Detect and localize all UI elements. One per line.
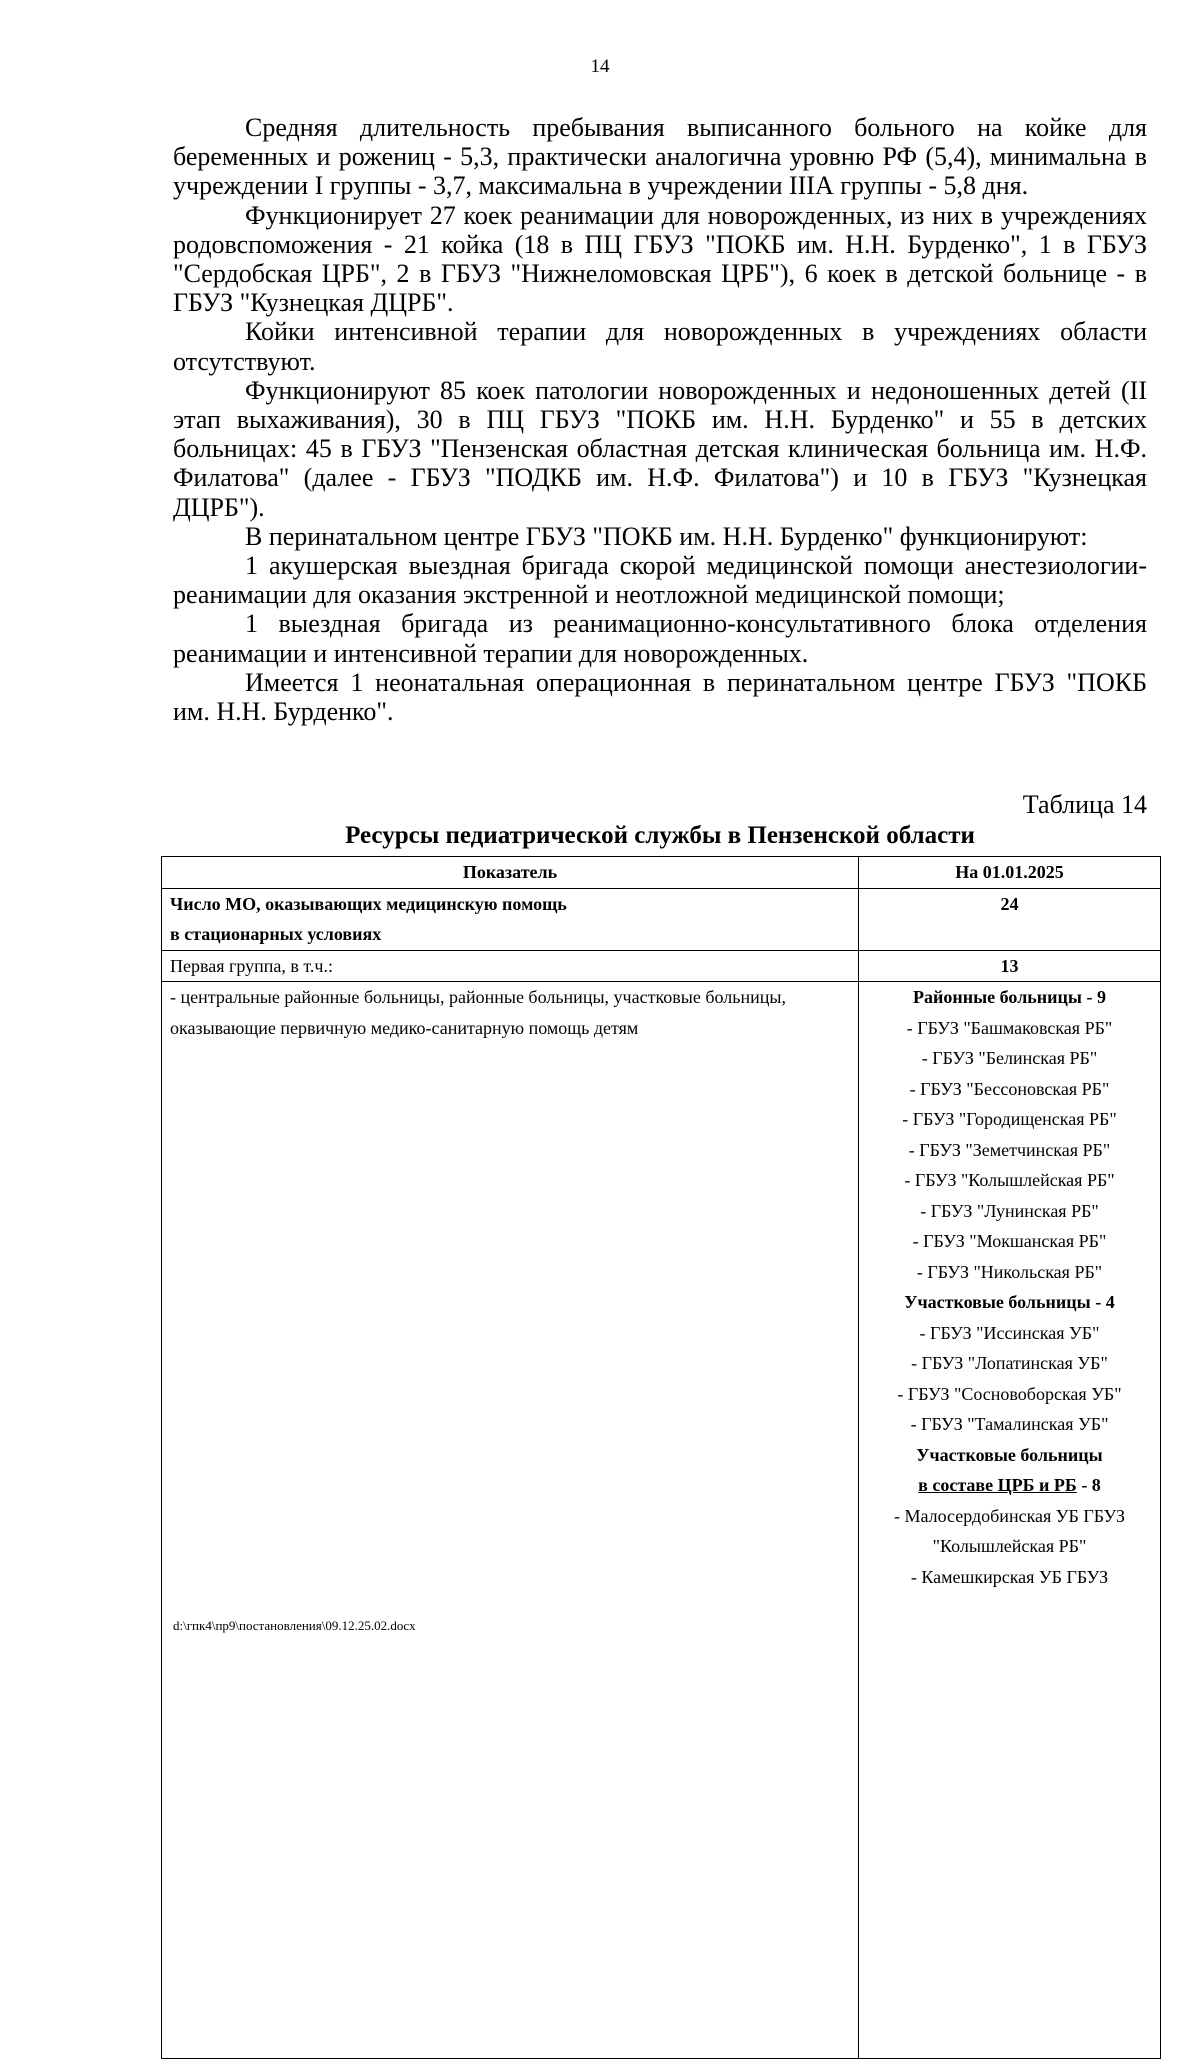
row-label: Первая группа, в т.ч.: xyxy=(162,950,859,982)
paragraph: В перинатальном центре ГБУЗ "ПОКБ им. Н.Н. Бурденко" функционируют: xyxy=(245,521,1088,551)
hospital-item: - Малосердобинская УБ ГБУЗ xyxy=(893,1505,1126,1526)
row-label: - центральные районные больницы, районные больницы, участковые больницы, оказывающие первичную медико-санитарную помощь детям xyxy=(162,982,859,2059)
hospital-item: - Камешкирская УБ ГБУЗ xyxy=(910,1566,1109,1587)
hospital-item: - ГБУЗ "Колышлейская РБ" xyxy=(904,1170,1115,1190)
district-hospitals-header: Районные больницы - 9 xyxy=(913,987,1106,1007)
paragraph: Функционируют 85 коек патологии новорожденных и недоношенных детей (II этап выхаживания), 30 в ПЦ ГБУЗ "ПОКБ им. Н.Н. Бурденко" и 55 в детских больницах: 45 в ГБУЗ "Пензенская областная детская клиническая больница им. Н.Ф. Филатова" (далее - ГБУЗ "ПОДКБ им. Н.Ф. Филатова") и 10 в ГБУЗ "Кузнецкая ДЦРБ"). xyxy=(173,375,1147,522)
hospital-item: - ГБУЗ "Лопатинская УБ" xyxy=(911,1353,1108,1373)
row-label-line: в стационарных условиях xyxy=(170,924,382,944)
paragraph: Койки интенсивной терапии для новорожденных в учреждениях области отсутствуют. xyxy=(173,317,1147,376)
table-row xyxy=(162,950,1161,982)
hospital-item: - ГБУЗ "Бессоновская РБ" xyxy=(909,1078,1110,1099)
hospital-item: - ГБУЗ "Башмаковская РБ" xyxy=(906,1017,1113,1038)
table-title: Ресурсы педиатрической службы в Пензенской области xyxy=(345,822,975,849)
composite-hospitals-subheader xyxy=(867,1470,1152,1501)
footer-file-path: d:\гпк4\пр9\постановления\09.12.25.02.docx xyxy=(173,1618,416,1633)
paragraph: 1 акушерская выездная бригада скорой медицинской помощи анестезиологии-реанимации для оказания экстренной и неотложной медицинской помощи; xyxy=(173,551,1147,610)
row-value: 24 xyxy=(859,888,1161,950)
paragraph: Средняя длительность пребывания выписанного больного на койке для беременных и рожениц - 5,3, практически аналогична уровню РФ (5,4), минимальна в учреждении I группы - 3,7, максимальна в учреждении IIIА группы - 5,8 дня. xyxy=(173,113,1147,201)
hospital-item: - ГБУЗ "Городищенская РБ" xyxy=(902,1109,1117,1129)
hospital-item: - ГБУЗ "Тамалинская УБ" xyxy=(910,1414,1109,1434)
hospital-item: - ГБУЗ "Мокшанская РБ" xyxy=(912,1231,1107,1251)
resources-table xyxy=(161,856,1161,2059)
local-hospitals-header: Участковые больницы - 4 xyxy=(904,1292,1115,1312)
table-row xyxy=(162,982,1161,2059)
body-text xyxy=(173,113,1147,726)
table-header-row xyxy=(162,857,1161,889)
table-row xyxy=(162,888,1161,950)
table-label: Таблица 14 xyxy=(1022,790,1147,819)
row-label-line: Число МО, оказывающих медицинскую помощь xyxy=(170,893,567,914)
paragraph: Имеется 1 неонатальная операционная в перинатальном центре ГБУЗ "ПОКБ им. Н.Н. Бурденко". xyxy=(173,667,1147,727)
header-date: На 01.01.2025 xyxy=(859,857,1161,889)
composite-count: - 8 xyxy=(1076,1475,1101,1495)
header-indicator: Показатель xyxy=(162,857,859,889)
row-value: 13 xyxy=(859,950,1161,982)
paragraph: Функционирует 27 коек реанимации для новорожденных, из них в учреждениях родовспоможения - 21 койка (18 в ПЦ ГБУЗ "ПОКБ им. Н.Н. Бурденко", 1 в ГБУЗ "Сердобская ЦРБ", 2 в ГБУЗ "Нижнеломовская ЦРБ"), 6 коек в детской больнице - в ГБУЗ "Кузнецкая ДЦРБ". xyxy=(173,200,1147,318)
composite-hospitals-header: Участковые больницы xyxy=(916,1444,1103,1465)
hospital-list xyxy=(859,982,1161,2059)
hospital-item: - ГБУЗ "Сосновоборская УБ" xyxy=(897,1383,1122,1404)
hospital-item: - ГБУЗ "Земетчинская РБ" xyxy=(908,1139,1111,1160)
page-number: 14 xyxy=(590,56,610,77)
hospital-item: - ГБУЗ "Иссинская УБ" xyxy=(919,1322,1100,1343)
hospital-item: - ГБУЗ "Лунинская РБ" xyxy=(920,1200,1099,1221)
row-label xyxy=(162,888,859,950)
composite-underlined: в составе ЦРБ и РБ xyxy=(918,1475,1077,1495)
paragraph: 1 выездная бригада из реанимационно-консультативного блока отделения реанимации и интенсивной терапии для новорожденных. xyxy=(173,609,1147,668)
hospital-item: "Колышлейская РБ" xyxy=(932,1536,1087,1556)
hospital-item: - ГБУЗ "Никольская РБ" xyxy=(916,1261,1103,1282)
hospital-item: - ГБУЗ "Белинская РБ" xyxy=(921,1048,1098,1068)
